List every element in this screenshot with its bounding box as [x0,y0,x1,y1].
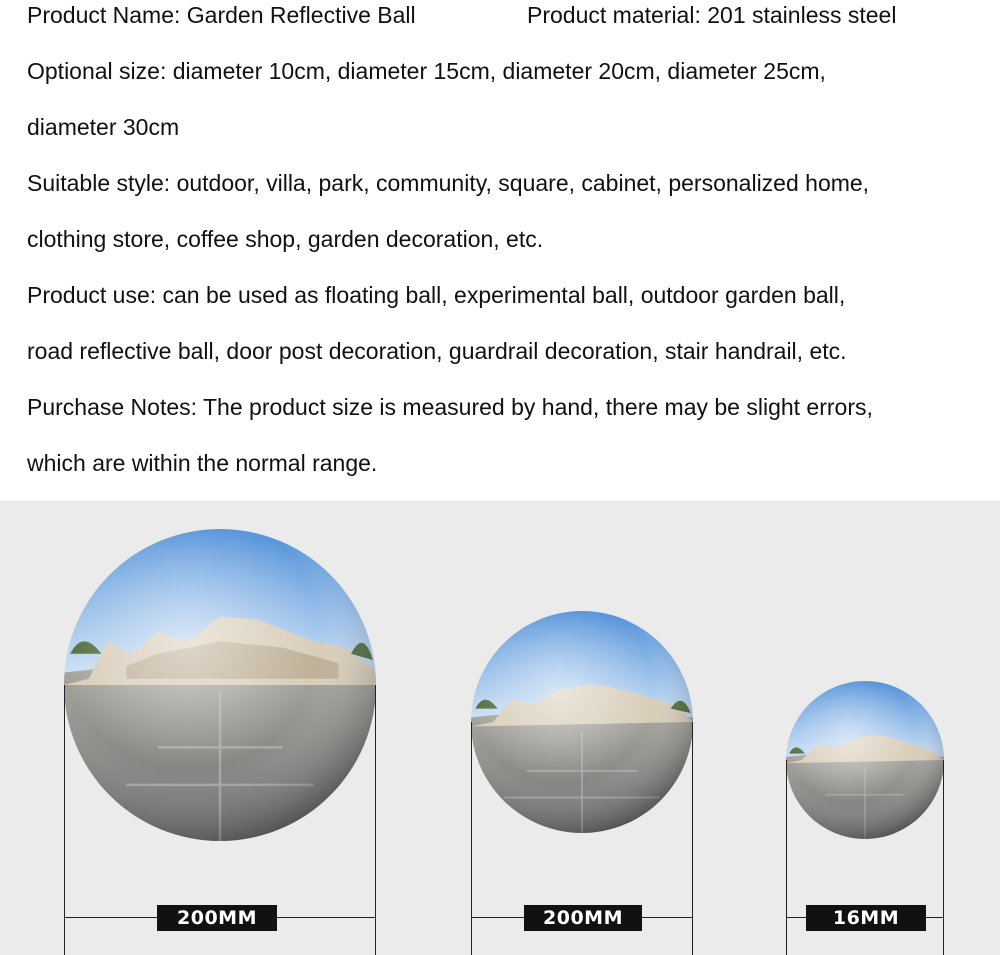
dimension-line [471,722,472,955]
dimension-line [692,722,693,955]
product-material: Product material: 201 stainless steel [527,2,897,28]
product-name: Product Name: Garden Reflective Ball [27,2,416,28]
purchase-notes-line-2: which are within the normal range. [27,450,378,476]
dimension-line [64,685,65,955]
dimension-line [943,760,944,955]
size-label-small: 16MM [806,905,926,931]
small-ball-image [786,681,944,839]
size-label-large: 200MM [157,905,277,931]
purchase-notes-line-1: Purchase Notes: The product size is measured by hand, there may be slight errors, [27,394,873,420]
dimension-line [375,685,376,955]
optional-size-line-2: diameter 30cm [27,114,180,140]
dimension-line [786,760,787,955]
suitable-style-line-2: clothing store, coffee shop, garden decoration, etc. [27,226,544,252]
product-use-line-1: Product use: can be used as floating ball, experimental ball, outdoor garden ball, [27,282,846,308]
medium-reflective-ball [471,611,693,833]
product-use-line-2: road reflective ball, door post decoration, guardrail decoration, stair handrail, etc. [27,338,847,364]
large-reflective-ball [64,529,376,841]
small-reflective-ball [786,681,944,839]
product-photo [0,501,1000,955]
medium-ball-image [471,611,693,833]
optional-size-line-1: Optional size: diameter 10cm, diameter 15cm, diameter 20cm, diameter 25cm, [27,58,826,84]
suitable-style-line-1: Suitable style: outdoor, villa, park, community, square, cabinet, personalized home, [27,170,870,196]
large-ball-image [64,529,376,841]
size-label-medium: 200MM [524,905,642,931]
